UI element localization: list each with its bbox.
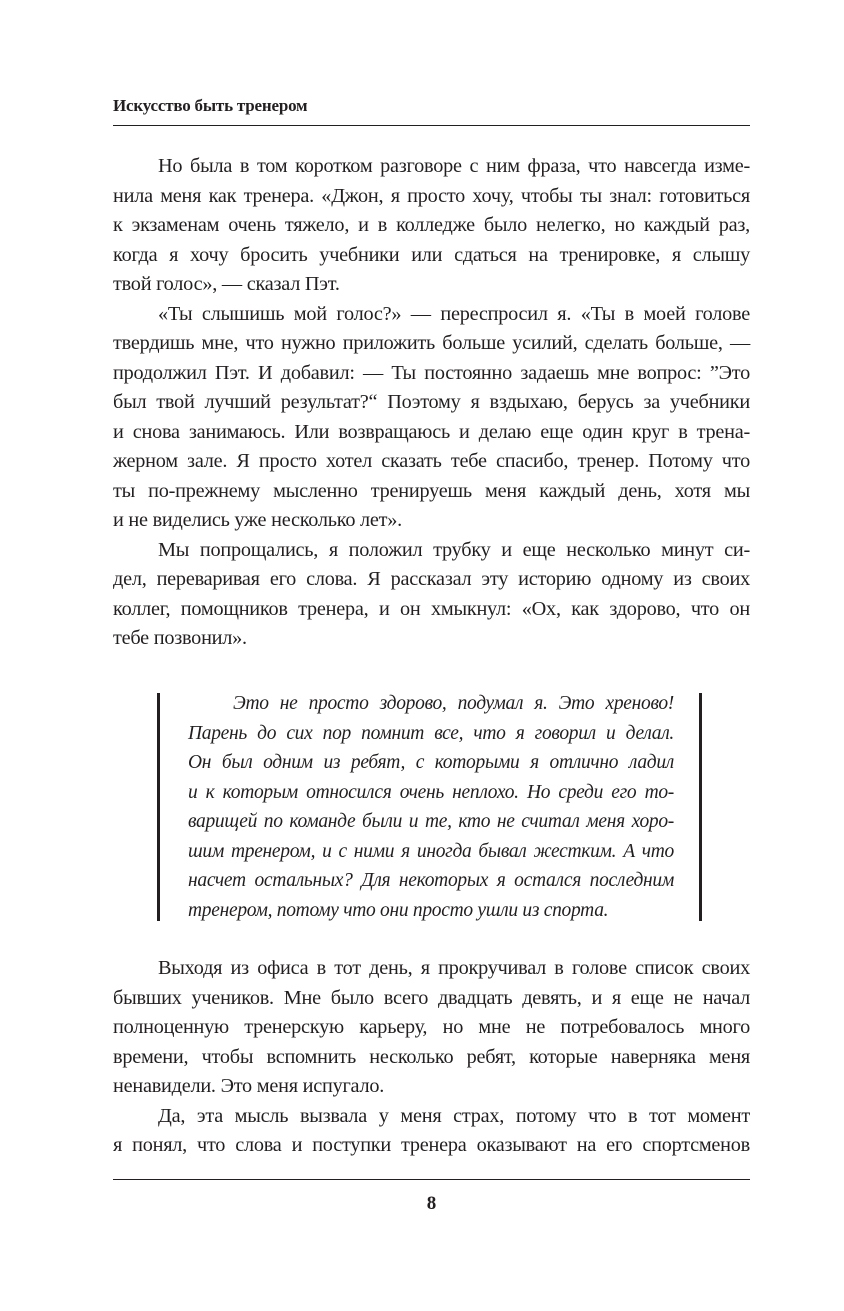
- text-line: к экзаменам очень тяжело, и в колледже было нелегко, но каждый раз,: [113, 214, 750, 236]
- text-line: был твой лучший результат?“ Поэтому я вздыхаю, берусь за учебники: [113, 391, 750, 413]
- text-line: жерном зале. Я просто хотел сказать тебе спасибо, тренер. Потому что: [113, 450, 750, 472]
- paragraph: [113, 1102, 750, 1161]
- text-line: ты по-прежнему мысленно тренируешь меня каждый день, хотя мы: [113, 479, 750, 502]
- text-line: когда я хочу бросить учебники или сдаться на тренировке, я слышу: [113, 243, 750, 266]
- text-line: «Ты слышишь мой голос?» — переспросил я. «Ты в моей голове: [158, 302, 750, 325]
- paragraph: [113, 536, 750, 654]
- text-line: тебе позвонил».: [113, 627, 247, 649]
- header-rule: [113, 125, 750, 126]
- paragraph: [113, 954, 750, 1102]
- paragraph: [113, 300, 750, 536]
- text-line: продолжил Пэт. И добавил: — Ты постоянно задаешь мне вопрос: ”Это: [113, 361, 750, 384]
- pull-quote-text: [188, 689, 674, 925]
- quote-line: Парень до сих пор помнит все, что я говорил и делал.: [188, 722, 674, 744]
- text-line: Выходя из офиса в тот день, я прокручивал в голове список своих: [158, 957, 750, 979]
- text-line: дел, переваривая его слова. Я рассказал эту историю одному из своих: [113, 568, 750, 590]
- continuation-text: [113, 954, 750, 1161]
- quote-line: тренером, потому что они просто ушли из спорта.: [188, 899, 609, 921]
- book-page: [113, 0, 750, 1311]
- text-line: Мы попрощались, я положил трубку и еще несколько минут си-: [158, 538, 750, 561]
- text-line: коллег, помощников тренера, и он хмыкнул: «Ох, как здорово, что он: [113, 597, 750, 620]
- text-line: полноценную тренерскую карьеру, но мне не потребовалось много: [113, 1016, 750, 1038]
- footer-rule: [113, 1179, 750, 1180]
- text-line: ненавидели. Это меня испугало.: [113, 1075, 385, 1097]
- text-line: нила меня как тренера. «Джон, я просто хочу, чтобы ты знал: готовиться: [113, 184, 750, 207]
- text-line: я понял, что слова и поступки тренера оказывают на его спортсменов: [113, 1134, 750, 1156]
- quote-line: насчет остальных? Для некоторых я остался последним: [188, 870, 674, 891]
- text-line: твой голос», — сказал Пэт.: [113, 273, 340, 295]
- text-line: бывших учеников. Мне было всего двадцать девять, и я еще не начал: [113, 986, 750, 1009]
- page-number: 8: [426, 1193, 437, 1214]
- quote-line: Он был одним из ребят, с которыми я отлично ладил: [188, 752, 674, 773]
- running-head-title: Искусство быть тренером: [113, 96, 308, 115]
- text-line: времени, чтобы вспомнить несколько ребят, которые наверняка меня: [113, 1045, 750, 1068]
- body-text: [113, 152, 750, 654]
- text-line: твердишь мне, что нужно приложить больше усилий, сделать больше, —: [113, 332, 750, 354]
- text-line: Но была в том коротком разговоре с ним фраза, что навсегда изме-: [158, 155, 750, 177]
- text-line: Да, эта мысль вызвала у меня страх, потому что в тот момент: [158, 1104, 750, 1127]
- paragraph: [113, 152, 750, 300]
- text-line: и не виделись уже несколько лет».: [113, 509, 402, 531]
- pull-quote: [157, 693, 702, 921]
- quote-line: шим тренером, и с ними я иногда бывал жестким. А что: [188, 840, 674, 862]
- text-line: и снова занимаюсь. Или возвращаюсь и делаю еще один круг в трена-: [113, 420, 750, 443]
- quote-line: варищей по команде были и те, кто не считал меня хоро-: [188, 811, 674, 832]
- quote-line: Это не просто здорово, подумал я. Это хреново!: [233, 693, 674, 714]
- quote-line: и к которым относился очень неплохо. Но среди его то-: [188, 781, 674, 803]
